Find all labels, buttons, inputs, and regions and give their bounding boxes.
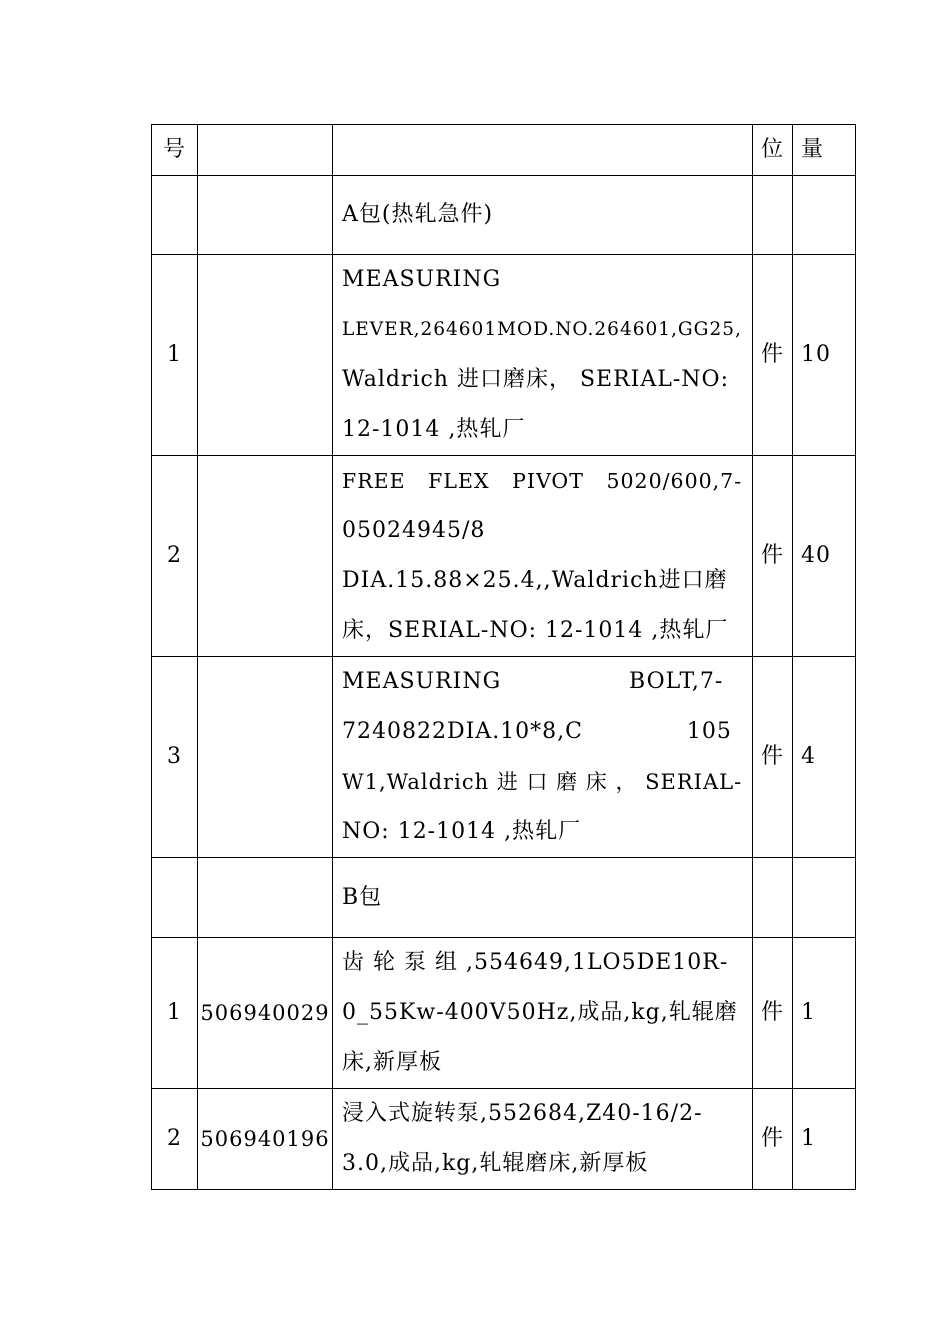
row-unit: 件 (753, 255, 793, 456)
table-row (152, 938, 856, 1089)
header-no: 号 (152, 125, 198, 176)
row-unit: 件 (753, 456, 793, 657)
desc-line: 12-1014 ,热轧厂 (342, 417, 526, 442)
row-qty: 10 (793, 255, 856, 456)
section-a-no (152, 176, 198, 255)
row-description (333, 1089, 753, 1190)
desc-line: NO: 12-1014 ,热轧厂 (342, 819, 582, 844)
table-row (152, 456, 856, 657)
row-code: 506940029 (198, 938, 333, 1089)
section-a-unit (753, 176, 793, 255)
row-description (333, 657, 753, 858)
row-no: 2 (152, 456, 198, 657)
row-description (333, 456, 753, 657)
parts-table (151, 124, 856, 1190)
section-b-qty (793, 858, 856, 938)
section-a-title: A包(热轧急件) (333, 176, 753, 255)
row-unit: 件 (753, 938, 793, 1089)
table-row (152, 1089, 856, 1190)
row-no: 1 (152, 255, 198, 456)
desc-line: 床，SERIAL-NO: 12-1014 ,热轧厂 (342, 618, 729, 643)
row-qty: 4 (793, 657, 856, 858)
header-unit: 位 (753, 125, 793, 176)
section-b-code (198, 858, 333, 938)
header-code (198, 125, 333, 176)
section-b-row (152, 858, 856, 938)
desc-line: 7240822DIA.10*8,C 105 (342, 719, 732, 744)
row-code: 506940196 (198, 1089, 333, 1190)
row-code (198, 657, 333, 858)
desc-line: Waldrich 进口磨床， SERIAL-NO: (342, 367, 729, 392)
desc-line: LEVER,264601MOD.NO.264601,GG25, (342, 319, 742, 340)
desc-line: W1,Waldrich 进 口 磨 床 ， SERIAL- (342, 770, 743, 794)
desc-line: FREE FLEX PIVOT 5020/600,7- (342, 469, 743, 493)
table-row (152, 255, 856, 456)
row-no: 3 (152, 657, 198, 858)
desc-line: DIA.15.88×25.4,,Waldrich进口磨 (342, 568, 728, 593)
row-unit: 件 (753, 1089, 793, 1190)
desc-line: 3.0,成品,kg,轧辊磨床,新厚板 (342, 1151, 649, 1176)
section-a-row (152, 176, 856, 255)
desc-line: MEASURING (342, 267, 502, 292)
section-a-qty (793, 176, 856, 255)
desc-line: 床,新厚板 (342, 1050, 442, 1075)
section-b-title: B包 (333, 858, 753, 938)
row-qty: 1 (793, 1089, 856, 1190)
section-a-code (198, 176, 333, 255)
header-desc (333, 125, 753, 176)
desc-line: 浸入式旋转泵,552684,Z40-16/2- (342, 1101, 703, 1126)
desc-line: 齿 轮 泵 组 ,554649,1LO5DE10R- (342, 950, 729, 975)
row-code (198, 255, 333, 456)
section-b-no (152, 858, 198, 938)
desc-line: 0_55Kw-400V50Hz,成品,kg,轧辊磨 (342, 1000, 738, 1025)
row-description (333, 938, 753, 1089)
row-code (198, 456, 333, 657)
row-no: 2 (152, 1089, 198, 1190)
desc-line: MEASURING BOLT,7- (342, 669, 724, 694)
row-description (333, 255, 753, 456)
row-qty: 1 (793, 938, 856, 1089)
row-unit: 件 (753, 657, 793, 858)
desc-line: 05024945/8 (342, 518, 486, 543)
section-b-unit (753, 858, 793, 938)
table-row (152, 657, 856, 858)
row-no: 1 (152, 938, 198, 1089)
header-row (152, 125, 856, 176)
row-qty: 40 (793, 456, 856, 657)
header-qty: 量 (793, 125, 856, 176)
